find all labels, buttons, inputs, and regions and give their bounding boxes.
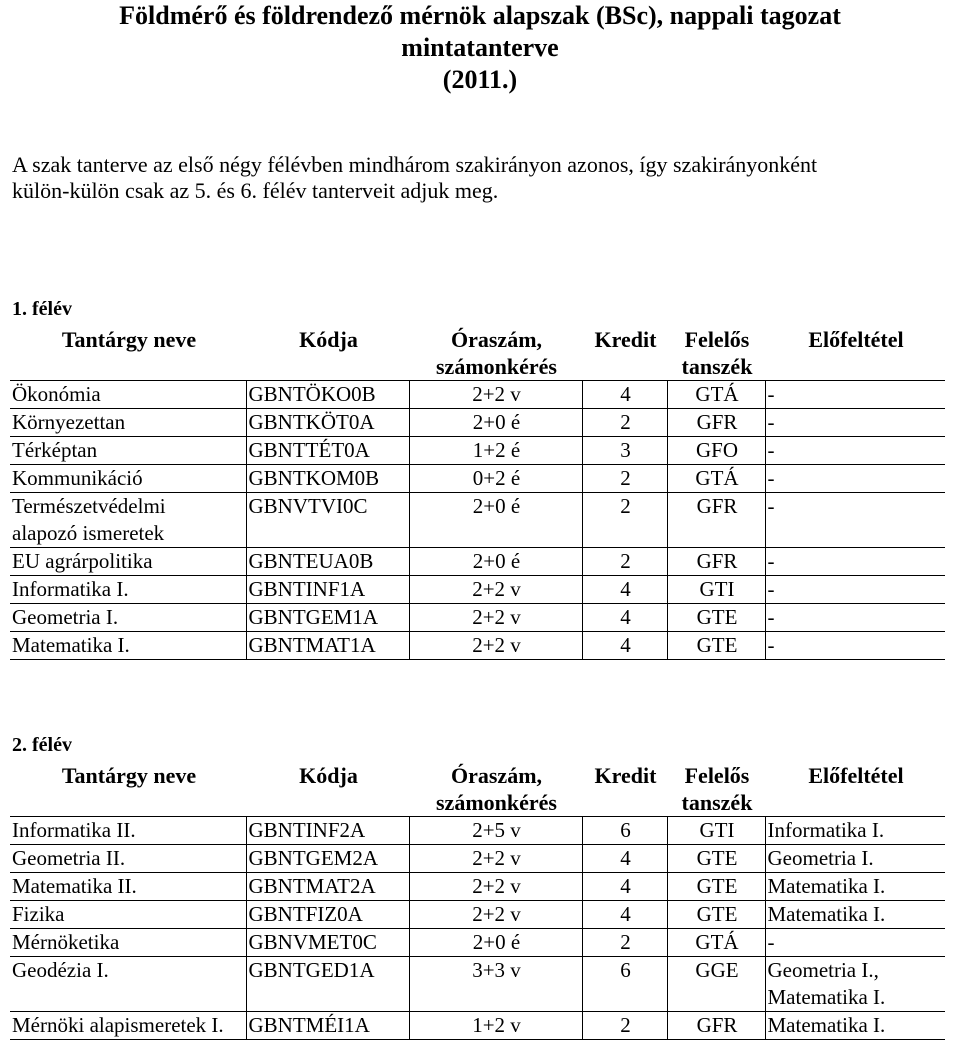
course-hours: 2+0 é <box>409 548 582 576</box>
course-code: GBNTKÖT0A <box>246 409 409 437</box>
header-dept: Felelős tanszék <box>681 763 753 815</box>
course-hours: 1+2 é <box>409 437 582 465</box>
course-name: Matematika II. <box>10 873 246 901</box>
course-hours: 2+5 v <box>409 817 582 845</box>
course-prereq: Matematika I. <box>765 1012 945 1040</box>
course-dept: GGE <box>667 957 765 1012</box>
course-credit: 2 <box>582 1012 667 1040</box>
course-hours: 3+3 v <box>409 957 582 1012</box>
header-credit: Kredit <box>594 327 657 352</box>
course-name: Informatika I. <box>10 576 246 604</box>
header-code: Kódja <box>299 763 358 788</box>
course-hours: 2+2 v <box>409 845 582 873</box>
course-hours: 2+2 v <box>409 576 582 604</box>
table-row <box>10 957 945 1012</box>
course-hours: 2+2 v <box>409 901 582 929</box>
table-row <box>10 381 945 409</box>
course-credit: 4 <box>582 381 667 409</box>
course-credit: 4 <box>582 873 667 901</box>
table-row <box>10 409 945 437</box>
course-credit: 2 <box>582 409 667 437</box>
course-prereq: Informatika I. <box>765 817 945 845</box>
course-prereq: - <box>765 632 945 660</box>
course-code: GBNVTVI0C <box>246 493 409 548</box>
course-name: Természetvédelmi alapozó ismeretek <box>10 493 246 548</box>
course-dept: GTÁ <box>667 465 765 493</box>
table-row <box>10 873 945 901</box>
table-row <box>10 604 945 632</box>
course-dept: GTÁ <box>667 381 765 409</box>
course-prereq: - <box>765 548 945 576</box>
header-prereq: Előfeltétel <box>808 327 904 352</box>
table-row <box>10 845 945 873</box>
course-prereq: - <box>765 437 945 465</box>
course-dept: GTE <box>667 873 765 901</box>
course-prereq: Matematika I. <box>765 873 945 901</box>
header-hours: Óraszám, számonkérés <box>436 763 557 815</box>
course-name: Ökonómia <box>10 381 246 409</box>
course-hours: 2+2 v <box>409 381 582 409</box>
course-credit: 2 <box>582 929 667 957</box>
course-code: GBNTFIZ0A <box>246 901 409 929</box>
header-code: Kódja <box>299 327 358 352</box>
course-name: Kommunikáció <box>10 465 246 493</box>
course-code: GBNTEUA0B <box>246 548 409 576</box>
course-code: GBNVMET0C <box>246 929 409 957</box>
table-row <box>10 929 945 957</box>
course-credit: 2 <box>582 493 667 548</box>
course-hours: 2+0 é <box>409 493 582 548</box>
course-credit: 2 <box>582 465 667 493</box>
course-name: Geometria I. <box>10 604 246 632</box>
course-prereq: - <box>765 409 945 437</box>
header-credit: Kredit <box>594 763 657 788</box>
course-credit: 2 <box>582 548 667 576</box>
course-dept: GFR <box>667 409 765 437</box>
course-credit: 4 <box>582 632 667 660</box>
title-line-1: Földmérő és földrendező mérnök alapszak (BSc), nappali tagozat <box>119 1 841 30</box>
title-line-3: (2011.) <box>442 65 518 94</box>
course-prereq: - <box>765 465 945 493</box>
semester-1-title: 1. félév <box>12 298 72 320</box>
header-prereq: Előfeltétel <box>808 763 904 788</box>
course-dept: GTI <box>667 576 765 604</box>
course-dept: GTE <box>667 845 765 873</box>
course-code: GBNTGEM1A <box>246 604 409 632</box>
course-name: Mérnöki alapismeretek I. <box>10 1012 246 1040</box>
course-name: Geometria II. <box>10 845 246 873</box>
table-row <box>10 465 945 493</box>
course-prereq: - <box>765 493 945 548</box>
semester-1-table <box>10 326 945 660</box>
course-hours: 2+0 é <box>409 929 582 957</box>
table-row <box>10 817 945 845</box>
intro-line-2: külön-külön csak az 5. és 6. félév tanterveit adjuk meg. <box>12 178 499 203</box>
course-dept: GTE <box>667 604 765 632</box>
header-hours: Óraszám, számonkérés <box>436 327 557 379</box>
course-name: Környezettan <box>10 409 246 437</box>
course-credit: 6 <box>582 817 667 845</box>
course-code: GBNTGED1A <box>246 957 409 1012</box>
intro-line-1: A szak tanterve az első négy félévben mindhárom szakirányon azonos, így szakirányonként <box>12 152 818 177</box>
table-header <box>10 326 945 381</box>
course-dept: GFR <box>667 1012 765 1040</box>
course-code: GBNTINF2A <box>246 817 409 845</box>
document-title <box>0 0 960 96</box>
course-code: GBNTINF1A <box>246 576 409 604</box>
course-name: Térképtan <box>10 437 246 465</box>
course-dept: GTÁ <box>667 929 765 957</box>
table-row <box>10 901 945 929</box>
course-credit: 4 <box>582 901 667 929</box>
course-prereq: - <box>765 381 945 409</box>
course-prereq: Geometria I., Matematika I. <box>765 957 945 1012</box>
course-prereq: - <box>765 604 945 632</box>
course-prereq: Matematika I. <box>765 901 945 929</box>
table-row <box>10 548 945 576</box>
course-hours: 2+2 v <box>409 873 582 901</box>
table-header <box>10 762 945 817</box>
course-name: Mérnöketika <box>10 929 246 957</box>
course-dept: GFR <box>667 548 765 576</box>
course-code: GBNTMAT1A <box>246 632 409 660</box>
course-credit: 4 <box>582 576 667 604</box>
course-hours: 0+2 é <box>409 465 582 493</box>
course-name: Matematika I. <box>10 632 246 660</box>
table-row <box>10 437 945 465</box>
course-credit: 4 <box>582 604 667 632</box>
header-name: Tantárgy neve <box>61 763 197 788</box>
course-dept: GTI <box>667 817 765 845</box>
course-hours: 1+2 v <box>409 1012 582 1040</box>
header-dept: Felelős tanszék <box>681 327 753 379</box>
course-name: Fizika <box>10 901 246 929</box>
course-name: Informatika II. <box>10 817 246 845</box>
course-name: Geodézia I. <box>10 957 246 1012</box>
title-line-2: mintatanterve <box>401 33 559 62</box>
course-hours: 2+0 é <box>409 409 582 437</box>
course-code: GBNTMAT2A <box>246 873 409 901</box>
course-hours: 2+2 v <box>409 632 582 660</box>
semester-2-title: 2. félév <box>12 734 72 756</box>
course-dept: GFO <box>667 437 765 465</box>
course-dept: GTE <box>667 632 765 660</box>
course-code: GBNTTÉT0A <box>246 437 409 465</box>
course-dept: GFR <box>667 493 765 548</box>
course-code: GBNTKOM0B <box>246 465 409 493</box>
course-code: GBNTÖKO0B <box>246 381 409 409</box>
course-code: GBNTGEM2A <box>246 845 409 873</box>
course-prereq: Geometria I. <box>765 845 945 873</box>
table-row <box>10 493 945 548</box>
course-credit: 4 <box>582 845 667 873</box>
table-row <box>10 576 945 604</box>
course-name: EU agrárpolitika <box>10 548 246 576</box>
semester-2-table <box>10 762 945 1040</box>
course-dept: GTE <box>667 901 765 929</box>
course-code: GBNTMÉI1A <box>246 1012 409 1040</box>
course-hours: 2+2 v <box>409 604 582 632</box>
intro-paragraph <box>12 152 952 204</box>
header-name: Tantárgy neve <box>61 327 197 352</box>
table-row <box>10 632 945 660</box>
course-credit: 6 <box>582 957 667 1012</box>
course-prereq: - <box>765 929 945 957</box>
course-prereq: - <box>765 576 945 604</box>
course-credit: 3 <box>582 437 667 465</box>
table-row <box>10 1012 945 1040</box>
